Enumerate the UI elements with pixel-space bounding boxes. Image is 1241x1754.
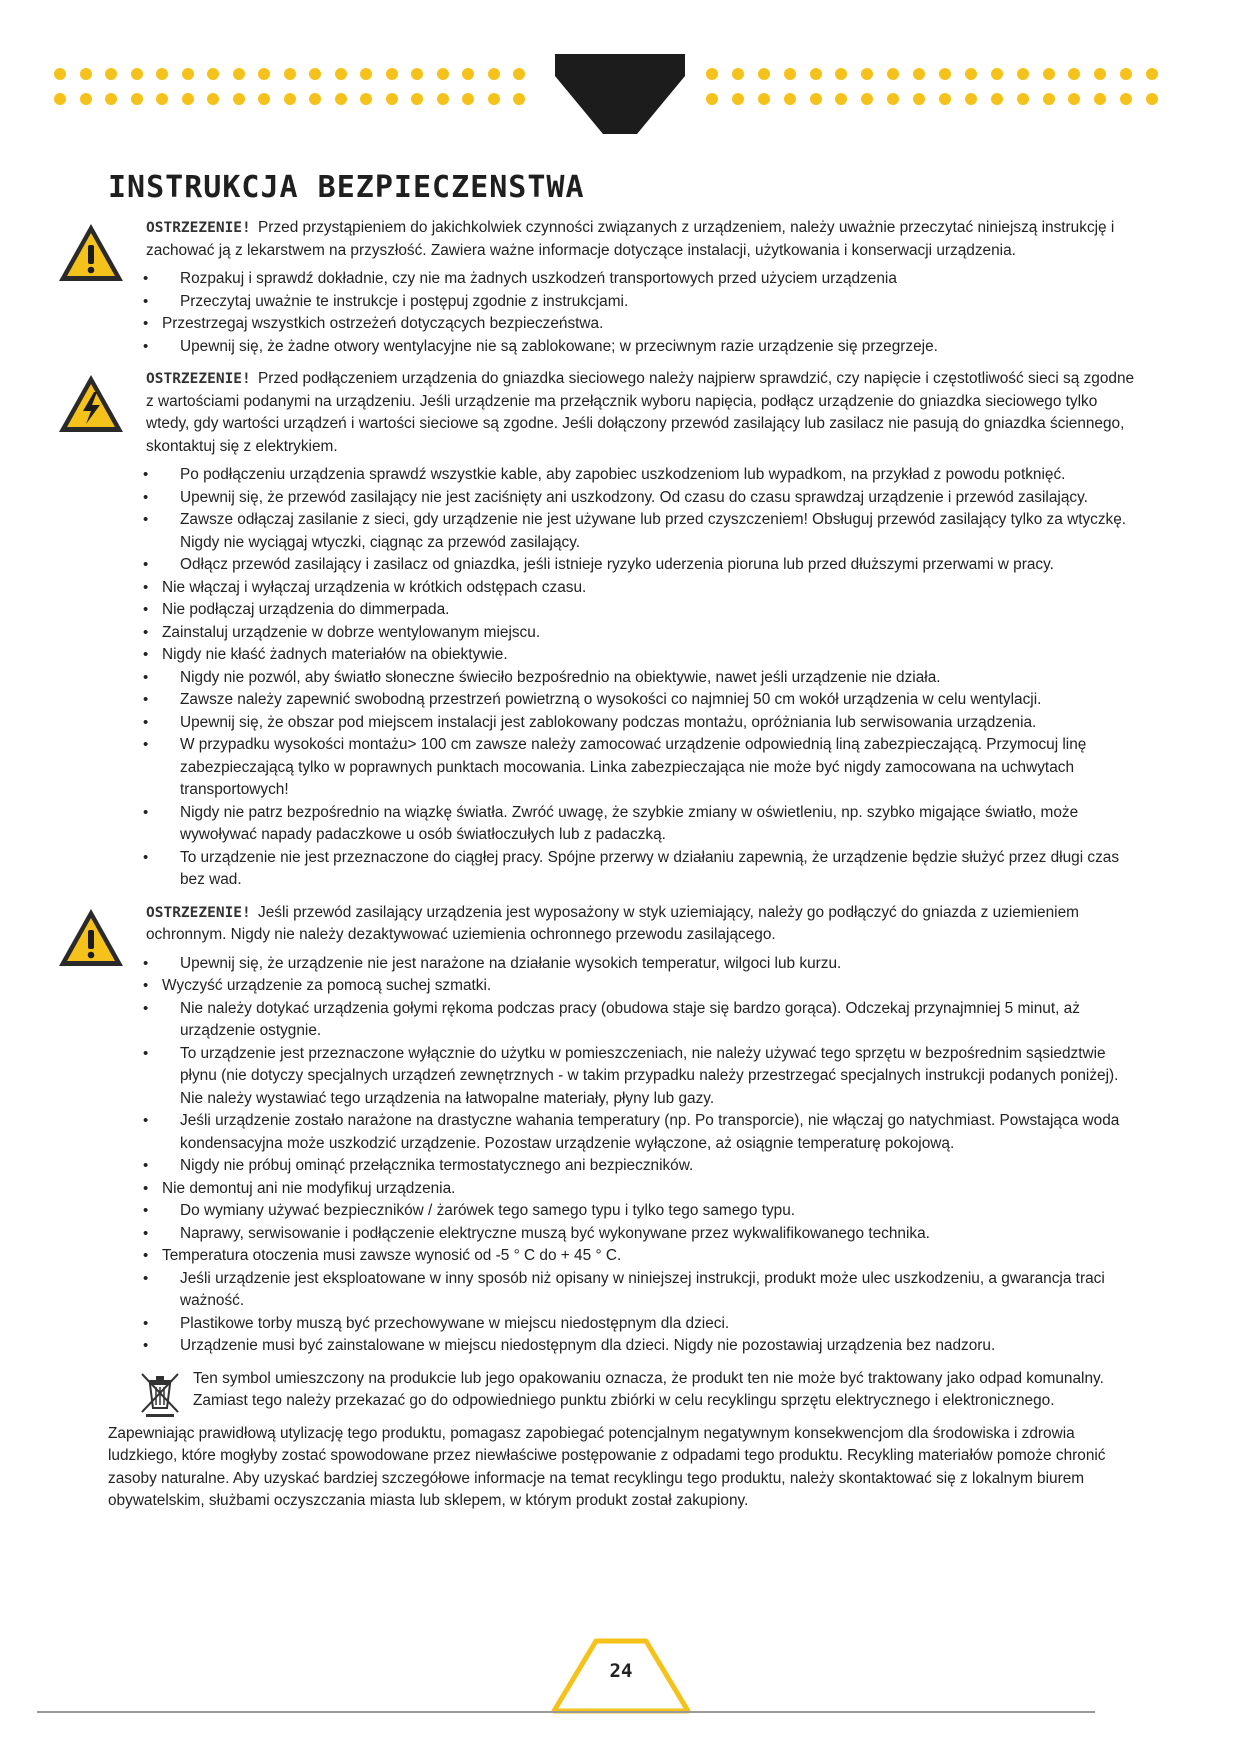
decorative-dot — [437, 93, 449, 105]
warning-block-general — [108, 217, 1138, 262]
decorative-dot — [462, 68, 474, 80]
decorative-dot — [284, 68, 296, 80]
decorative-dot — [1120, 68, 1132, 80]
decorative-dot — [105, 68, 117, 80]
decorative-dot — [1068, 93, 1080, 105]
decorative-dot — [513, 93, 525, 105]
decorative-dot — [131, 68, 143, 80]
decorative-dot — [939, 93, 951, 105]
list-item: • Nigdy nie patrz bezpośrednio na wiązkę światła. Zwróć uwagę, że szybkie zmiany w oświetleniu, np. szybko migające światło, może wywoływać napady padaczkowe u osób światłoczułych lub z padaczką. — [108, 802, 1138, 847]
warning-text — [146, 368, 1138, 458]
decorative-dot — [488, 68, 500, 80]
warning-label: OSTRZEZENIE! — [146, 904, 251, 921]
decorative-dot — [835, 93, 847, 105]
decorative-dot — [861, 68, 873, 80]
decorative-dot — [411, 93, 423, 105]
footer-divider — [37, 1711, 1095, 1713]
list-item: • Wyczyść urządzenie za pomocą suchej szmatki. — [108, 975, 1138, 998]
decorative-dot — [335, 93, 347, 105]
page-title: INSTRUKCJA BEZPIECZENSTWA — [108, 170, 585, 205]
list-item: • Nigdy nie pozwól, aby światło słoneczne świeciło bezpośrednio na obiektywie, nawet jeśli urządzenie nie działa. — [108, 667, 1138, 690]
decorative-dot — [1043, 93, 1055, 105]
decorative-dot — [965, 93, 977, 105]
decorative-dot — [513, 68, 525, 80]
list-item: • Jeśli urządzenie jest eksploatowane w inny sposób niż opisany w niniejszej instrukcji, produkt może ulec uszkodzeniu, a gwarancja traci ważność. — [108, 1268, 1138, 1313]
list-item: • To urządzenie jest przeznaczone wyłącznie do użytku w pomieszczeniach, nie należy używać tego sprzętu w bezpośrednim sąsiedztwie płynu (nie dotyczy specjalnych urządzeń zewnętrznych - w takim przypadku należy przestrzegać specjalnych instrukcji podanych poniżej). Nie należy wystawiać tego urządzenia na łatwopalne materiały, płyny lub gazy. — [108, 1043, 1138, 1111]
dot-pattern-right — [706, 68, 1158, 105]
list-item: • Nie podłączaj urządzenia do dimmerpada. — [108, 599, 1138, 622]
warning-body: Jeśli przewód zasilający urządzenia jest wyposażony w styk uziemiający, należy go podłączyć do gniazda z uziemieniem ochronnym. Nigdy nie należy dezaktywować uziemienia ochronnego przewodu zasilającego. — [146, 903, 1079, 943]
warning-block-grounding — [108, 902, 1138, 947]
decorative-dot — [437, 68, 449, 80]
warning-label: OSTRZEZENIE! — [146, 371, 251, 387]
warning-label: OSTRZEZENIE! — [146, 220, 251, 236]
warning-body: Przed przystąpieniem do jakichkolwiek czynności związanych z urządzeniem, należy uważnie przeczytać niniejszą instrukcję i zachować ją z lekarstwem na przyszłość. Zawiera ważne informacje dotyczące instalacji, użytkowania i konserwacji urządzenia. — [146, 219, 1115, 259]
decorative-dot — [1068, 68, 1080, 80]
list-item: • Upewnij się, że obszar pod miejscem instalacji jest zablokowany podczas montażu, opróżniania lub serwisowania urządzenia. — [108, 712, 1138, 735]
decorative-dot — [54, 93, 66, 105]
list-item: • Temperatura otoczenia musi zawsze wynosić od -5 ° C do + 45 ° C. — [108, 1245, 1138, 1268]
warning-electric-icon — [56, 372, 126, 436]
list-item: • Zainstaluj urządzenie w dobrze wentylowanym miejscu. — [108, 622, 1138, 645]
decorative-dot — [991, 93, 1003, 105]
decorative-dot — [835, 68, 847, 80]
list-item: • Upewnij się, że urządzenie nie jest narażone na działanie wysokich temperatur, wilgoci lub kurzu. — [108, 953, 1138, 976]
decorative-dot — [386, 68, 398, 80]
decorative-dot — [309, 68, 321, 80]
decorative-dot — [386, 93, 398, 105]
weee-notice — [108, 1368, 1138, 1413]
decorative-dot — [156, 93, 168, 105]
list-item: • Odłącz przewód zasilający i zasilacz od gniazdka, jeśli istnieje ryzyko uderzenia pioruna lub przed dłuższymi przerwami w pracy. — [108, 554, 1138, 577]
decorative-dot — [810, 93, 822, 105]
list-item: • Nie należy dotykać urządzenia gołymi rękoma podczas pracy (obudowa staje się bardzo gorąca). Odczekaj przynajmniej 5 minut, aż urządzenie ostygnie. — [108, 998, 1138, 1043]
list-item: • W przypadku wysokości montażu> 100 cm zawsze należy zamocować urządzenie odpowiednią liną zabezpieczającą. Przymocuj linę zabezpieczającą tylko w poprawnych punktach mocowania. Linka zabezpieczająca nie może być nigdy zamocowana na uchwytach transportowych! — [108, 734, 1138, 802]
decorative-dot — [105, 93, 117, 105]
decorative-dot — [207, 68, 219, 80]
page-header-decoration — [0, 0, 1241, 140]
page-number: 24 — [609, 1660, 633, 1682]
decorative-dot — [1146, 93, 1158, 105]
decorative-dot — [258, 68, 270, 80]
decorative-dot — [233, 68, 245, 80]
decorative-dot — [411, 68, 423, 80]
decorative-dot — [887, 68, 899, 80]
list-item: • Jeśli urządzenie zostało narażone na drastyczne wahania temperatury (np. Po transporcie), nie włączaj go natychmiast. Powstająca woda kondensacyjna może uszkodzić urządzenie. Pozostaw urządzenie wyłączone, aż osiągnie temperaturę pokojową. — [108, 1110, 1138, 1155]
decorative-dot — [758, 68, 770, 80]
warning-body: Przed podłączeniem urządzenia do gniazdka sieciowego należy najpierw sprawdzić, czy napięcie i częstotliwość sieci są zgodne z wartościami podanymi na urządzeniu. Jeśli urządzenie ma przełącznik wyboru napięcia, podłącz urządzenie do gniazdka sieciowego tylko wtedy, gdy wartości urządzeń i wartości sieciowe są zgodne. Jeśli dołączony przewód zasilający lub zasilacz nie pasują do gniazdka ściennego, skontaktuj się z elektrykiem. — [146, 370, 1135, 455]
list-item: • Zawsze należy zapewnić swobodną przestrzeń powietrzną o wysokości co najmniej 50 cm wokół urządzenia w celu wentylacji. — [108, 689, 1138, 712]
list-item: • Przestrzegaj wszystkich ostrzeżeń dotyczących bezpieczeństwa. — [108, 313, 1138, 336]
decorative-dot — [784, 93, 796, 105]
list-item: • Upewnij się, że przewód zasilający nie jest zaciśnięty ani uszkodzony. Od czasu do czasu sprawdzaj urządzenie i przewód zasilający. — [108, 487, 1138, 510]
decorative-dot — [233, 93, 245, 105]
decorative-dot — [54, 68, 66, 80]
decorative-dot — [1120, 93, 1132, 105]
decorative-dot — [784, 68, 796, 80]
dot-pattern-left — [54, 68, 525, 105]
decorative-dot — [861, 93, 873, 105]
list-item: • Naprawy, serwisowanie i podłączenie elektryczne muszą być wykonywane przez wykwalifikowanego technika. — [108, 1223, 1138, 1246]
decorative-dot — [758, 93, 770, 105]
list-item: • Nigdy nie próbuj ominąć przełącznika termostatycznego ani bezpieczników. — [108, 1155, 1138, 1178]
decorative-dot — [1094, 68, 1106, 80]
warning-list-grounding — [108, 953, 1138, 1358]
decorative-dot — [1017, 93, 1029, 105]
decorative-dot — [1146, 68, 1158, 80]
weee-text-line-1: Ten symbol umieszczony na produkcie lub jego opakowaniu oznacza, że produkt ten nie może być traktowany jako odpad komunalny. — [193, 1369, 1104, 1387]
decorative-dot — [488, 93, 500, 105]
decorative-dot — [887, 93, 899, 105]
decorative-dot — [706, 68, 718, 80]
decorative-dot — [360, 93, 372, 105]
list-item: • Upewnij się, że żadne otwory wentylacyjne nie są zablokowane; w przeciwnym razie urządzenie się przegrzeje. — [108, 336, 1138, 359]
decorative-dot — [1017, 68, 1029, 80]
list-item: • Zawsze odłączaj zasilanie z sieci, gdy urządzenie nie jest używane lub przed czyszczeniem! Obsługuj przewód zasilający tylko za wtyczkę. Nigdy nie wyciągaj wtyczki, ciągnąc za przewód zasilający. — [108, 509, 1138, 554]
list-item: • Plastikowe torby muszą być przechowywane w miejscu niedostępnym dla dzieci. — [108, 1313, 1138, 1336]
recycling-paragraph: Zapewniając prawidłową utylizację tego produktu, pomagasz zapobiegać potencjalnym negatywnym konsekwencjom dla środowiska i zdrowia ludzkiego, które mogłyby zostać spowodowane przez niewłaściwe postępowanie z odpadami tego produktu. Recykling materiałów pomoże chronić zasoby naturalne. Aby uzyskać bardziej szczegółowe informacje na temat recyklingu tego produktu, należy skontaktować się z lokalnym biurem obywatelskim, służbami oczyszczania miasta lub sklepem, w którym produkt został zakupiony. — [108, 1424, 1106, 1509]
decorative-dot — [732, 68, 744, 80]
decorative-dot — [131, 93, 143, 105]
warning-text — [146, 217, 1138, 262]
list-item: • Do wymiany używać bezpieczników / żarówek tego samego typu i tylko tego samego typu. — [108, 1200, 1138, 1223]
warning-block-electric — [108, 368, 1138, 458]
decorative-dot — [258, 93, 270, 105]
decorative-dot — [80, 93, 92, 105]
decorative-dot — [706, 93, 718, 105]
list-item: • Nie demontuj ani nie modyfikuj urządzenia. — [108, 1178, 1138, 1201]
list-item: • Nigdy nie kłaść żadnych materiałów na obiektywie. — [108, 644, 1138, 667]
decorative-dot — [182, 68, 194, 80]
decorative-dot — [810, 68, 822, 80]
decorative-dot — [335, 68, 347, 80]
decorative-dot — [360, 68, 372, 80]
warning-list-electric — [108, 464, 1138, 892]
decorative-dot — [732, 93, 744, 105]
decorative-dot — [991, 68, 1003, 80]
safety-content — [108, 170, 1138, 1513]
decorative-dot — [156, 68, 168, 80]
decorative-dot — [284, 93, 296, 105]
list-item: • Urządzenie musi być zainstalowane w miejscu niedostępnym dla dzieci. Nigdy nie pozostawiaj urządzenia bez nadzoru. — [108, 1335, 1138, 1358]
decorative-dot — [182, 93, 194, 105]
list-item: • Przeczytaj uważnie te instrukcje i postępuj zgodnie z instrukcjami. — [108, 291, 1138, 314]
decorative-dot — [913, 68, 925, 80]
warning-list-general — [108, 268, 1138, 358]
warning-text — [146, 902, 1138, 947]
crossed-bin-icon — [138, 1370, 182, 1418]
decorative-dot — [1094, 93, 1106, 105]
decorative-dot — [309, 93, 321, 105]
weee-text-line-2: Zamiast tego należy przekazać go do odpowiedniego punktu zbiórki w celu recyklingu sprzętu elektrycznego i elektronicznego. — [193, 1392, 1055, 1409]
decorative-dot — [1043, 68, 1055, 80]
decorative-dot — [207, 93, 219, 105]
decorative-dot — [913, 93, 925, 105]
list-item: • Nie włączaj i wyłączaj urządzenia w krótkich odstępach czasu. — [108, 577, 1138, 600]
list-item: • Po podłączeniu urządzenia sprawdź wszystkie kable, aby zapobiec uszkodzeniom lub wypadkom, na przykład z powodu potknięć. — [108, 464, 1138, 487]
list-item: • Rozpakuj i sprawdź dokładnie, czy nie ma żadnych uszkodzeń transportowych przed użyciem urządzenia — [108, 268, 1138, 291]
decorative-dot — [80, 68, 92, 80]
decorative-dot — [462, 93, 474, 105]
decorative-dot — [939, 68, 951, 80]
decorative-dot — [965, 68, 977, 80]
header-wedge-shape — [555, 54, 685, 134]
list-item: • To urządzenie nie jest przeznaczone do ciągłej pracy. Spójne przerwy w działaniu zapewnią, że urządzenie będzie służyć przez długi czas bez wad. — [108, 847, 1138, 892]
